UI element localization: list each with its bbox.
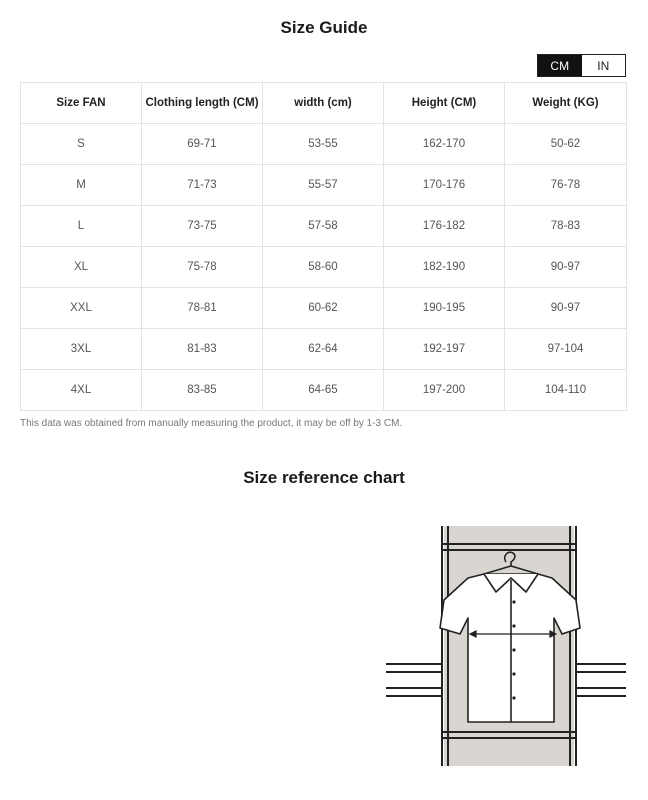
cell-width: 55-57 xyxy=(263,165,384,206)
cell-weight: 78-83 xyxy=(505,206,627,247)
cell-width: 60-62 xyxy=(263,288,384,329)
table-row xyxy=(21,206,627,247)
cell-weight: 90-97 xyxy=(505,247,627,288)
cell-height: 197-200 xyxy=(384,370,505,411)
cell-weight: 104-110 xyxy=(505,370,627,411)
header-clothing-length: Clothing length (CM) xyxy=(142,83,263,124)
cell-length: 73-75 xyxy=(142,206,263,247)
cell-size: L xyxy=(21,206,142,247)
header-size: Size FAN xyxy=(21,83,142,124)
table-header-row xyxy=(21,83,627,124)
size-reference-title: Size reference chart xyxy=(243,468,405,487)
cell-weight: 50-62 xyxy=(505,124,627,165)
cell-length: 69-71 xyxy=(142,124,263,165)
cell-height: 190-195 xyxy=(384,288,505,329)
cell-weight: 76-78 xyxy=(505,165,627,206)
table-row xyxy=(21,165,627,206)
cell-length: 83-85 xyxy=(142,370,263,411)
cell-size: 3XL xyxy=(21,329,142,370)
cell-length: 78-81 xyxy=(142,288,263,329)
shirt-illustration xyxy=(384,522,628,768)
cell-width: 53-55 xyxy=(263,124,384,165)
table-row xyxy=(21,247,627,288)
cell-size: M xyxy=(21,165,142,206)
unit-cm-button[interactable]: CM xyxy=(538,55,582,76)
cell-width: 57-58 xyxy=(263,206,384,247)
header-height: Height (CM) xyxy=(384,83,505,124)
table-row xyxy=(21,370,627,411)
cell-weight: 90-97 xyxy=(505,288,627,329)
size-table xyxy=(20,82,627,411)
header-width: width (cm) xyxy=(263,83,384,124)
cell-length: 75-78 xyxy=(142,247,263,288)
cell-height: 182-190 xyxy=(384,247,505,288)
cell-size: 4XL xyxy=(21,370,142,411)
measurement-note: This data was obtained from manually measuring the product, it may be off by 1-3 CM. xyxy=(20,418,403,429)
cell-size: S xyxy=(21,124,142,165)
cell-size: XXL xyxy=(21,288,142,329)
unit-in-button[interactable]: IN xyxy=(582,55,626,76)
cell-length: 71-73 xyxy=(142,165,263,206)
cell-width: 62-64 xyxy=(263,329,384,370)
cell-height: 176-182 xyxy=(384,206,505,247)
table-row xyxy=(21,288,627,329)
unit-toggle xyxy=(537,54,626,77)
cell-size: XL xyxy=(21,247,142,288)
page-title: Size Guide xyxy=(280,18,368,37)
cell-height: 192-197 xyxy=(384,329,505,370)
cell-width: 58-60 xyxy=(263,247,384,288)
table-row xyxy=(21,124,627,165)
table-row xyxy=(21,329,627,370)
cell-height: 162-170 xyxy=(384,124,505,165)
header-weight: Weight (KG) xyxy=(505,83,627,124)
cell-length: 81-83 xyxy=(142,329,263,370)
cell-height: 170-176 xyxy=(384,165,505,206)
cell-width: 64-65 xyxy=(263,370,384,411)
cell-weight: 97-104 xyxy=(505,329,627,370)
